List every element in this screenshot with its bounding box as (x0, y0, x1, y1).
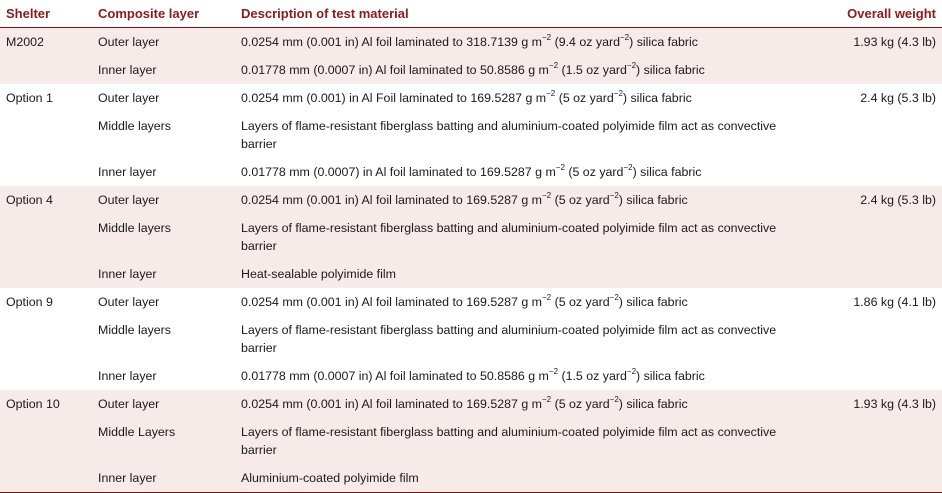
material-description: 0.0254 mm (0.001 in) Al foil laminated to 318.7139 g $m^{-2}$ (9.4 oz yard$^{-2}$) silica fabric (235, 28, 818, 57)
material-description: 0.0254 mm (0.001) in Al Foil laminated to 169.5287 g $m^{-2}$ (5 oz yard$^{-2}$) silica fabric (241, 88, 692, 105)
layer-name: Middle layers (98, 119, 171, 133)
header-overall-weight: Overall weight (818, 0, 942, 28)
material-description: Layers of flame-resistant fiberglass batting and aluminium-coated polyimide film act as convective barrier (241, 323, 777, 355)
layer-name: Outer layer (92, 186, 235, 214)
layer-name: Outer layer (92, 390, 235, 418)
table-row (0, 84, 942, 112)
shelter-name: Option 4 (0, 186, 92, 214)
material-description: Aluminium-coated polyimide film (235, 464, 818, 493)
shelter-name: M2002 (0, 28, 92, 57)
overall-weight: 2.4 kg (5.3 lb) (818, 186, 942, 214)
header-shelter: Shelter (0, 0, 92, 28)
table-row (0, 418, 942, 464)
material-description: 0.01778 mm (0.0007 in) Al foil laminated to 50.8586 g $m^{-2}$ (1.5 oz yard$^{-2}$) silica fabric (235, 56, 818, 84)
header-description: Description of test material (235, 0, 818, 28)
table-row (0, 316, 942, 362)
shelter-name: Option 9 (6, 295, 53, 309)
table-row (0, 158, 942, 186)
material-description: 0.0254 mm (0.001 in) Al foil laminated to 169.5287 g $m^{-2}$ (5 oz yard$^{-2}$) silica fabric (235, 186, 818, 214)
layer-name: Outer layer (98, 91, 160, 105)
material-description: Layers of flame-resistant fiberglass batting and aluminium-coated polyimide film act as convective barrier (241, 119, 777, 151)
overall-weight: 1.93 kg (4.3 lb) (818, 28, 942, 57)
layer-name: Outer layer (92, 28, 235, 57)
layer-name: Middle Layers (92, 418, 235, 464)
layer-name: Inner layer (92, 464, 235, 493)
material-description: Heat-sealable polyimide film (235, 260, 818, 288)
table-row (0, 28, 942, 57)
overall-weight: 2.4 kg (5.3 lb) (860, 91, 936, 105)
table-row (0, 214, 942, 260)
table-row (0, 260, 942, 288)
table-row (0, 288, 942, 316)
header-composite-layer: Composite layer (92, 0, 235, 28)
layer-name: Inner layer (92, 56, 235, 84)
table-row (0, 362, 942, 390)
shelter-name: Option 10 (0, 390, 92, 418)
table-row (0, 464, 942, 493)
layer-name: Outer layer (98, 295, 160, 309)
table-row (0, 56, 942, 84)
overall-weight: 1.93 kg (4.3 lb) (818, 390, 942, 418)
material-description: 0.0254 mm (0.001 in) Al foil laminated to 169.5287 g $m^{-2}$ (5 oz yard$^{-2}$) silica fabric (241, 292, 688, 309)
material-description: 0.0254 mm (0.001 in) Al foil laminated to 169.5287 g $m^{-2}$ (5 oz yard$^{-2}$) silica fabric (235, 390, 818, 418)
material-description: 0.01778 mm (0.0007) in Al foil laminated to 169.5287 g $m^{-2}$ (5 oz yard$^{-2}$) silica fabric (241, 162, 702, 179)
material-description: Layers of flame-resistant fiberglass batting and aluminium-coated polyimide film act as convective barrier (235, 418, 818, 464)
table-header-row (0, 0, 942, 28)
overall-weight: 1.86 kg (4.1 lb) (853, 295, 936, 309)
material-description: Layers of flame-resistant fiberglass batting and aluminium-coated polyimide film act as convective barrier (235, 214, 818, 260)
layer-name: Inner layer (98, 165, 157, 179)
table-row (0, 390, 942, 418)
layer-name: Inner layer (92, 260, 235, 288)
material-description: 0.01778 mm (0.0007 in) Al foil laminated to 50.8586 g $m^{-2}$ (1.5 oz yard$^{-2}$) silica fabric (241, 366, 705, 383)
layer-name: Middle layers (98, 323, 171, 337)
layer-name: Middle layers (92, 214, 235, 260)
table-row (0, 186, 942, 214)
shelter-name: Option 1 (6, 91, 53, 105)
table-row (0, 112, 942, 158)
layer-name: Inner layer (98, 369, 157, 383)
